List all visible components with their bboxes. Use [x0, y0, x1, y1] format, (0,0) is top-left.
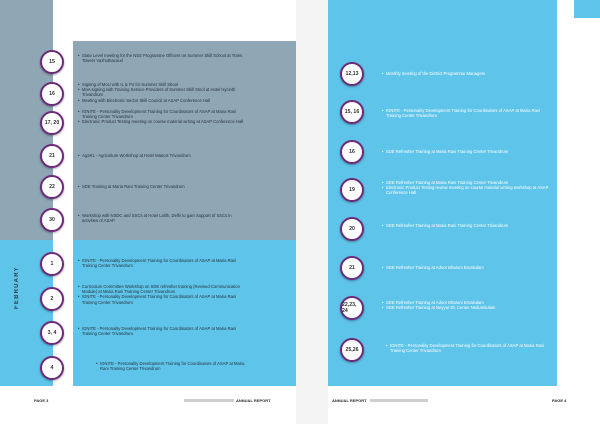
event-entry: [78, 258, 248, 268]
date-circle: 22,23, 24: [340, 296, 364, 320]
date-circle: 15: [40, 50, 64, 74]
event-item: • MoA signing with Training Service Providers of Summer Skill Stool at Hotel Hycinth Trivandrum: [78, 87, 248, 97]
date-circle: 1: [40, 252, 64, 276]
event-entry: [78, 326, 248, 336]
date-circle: 30: [40, 208, 64, 232]
event-item: • SDE Training at Maria Rani Training Center Trivandrum: [78, 184, 248, 189]
date-circle: 12,13: [340, 62, 364, 86]
report-label: ANNUAL REPORT: [236, 398, 271, 403]
page-gutter: [296, 0, 328, 424]
event-entry: [382, 108, 550, 118]
event-item: • SDE Refresher Training at Adoor Bharani Ernakulam: [382, 300, 550, 305]
event-item: • SDE Refresher Training at Neyyar Dt. Center Nedumkulam: [382, 305, 550, 310]
footer-bar: [370, 399, 428, 402]
right-page: [328, 0, 600, 424]
left-page: [0, 0, 296, 424]
date-circle: 22: [40, 175, 64, 199]
date-circle: 21: [340, 256, 364, 280]
event-entry: [78, 184, 248, 189]
date-circle: 20: [340, 217, 364, 241]
event-entry: [78, 153, 248, 158]
event-item: • SDE Refresher Training at Maria Rani Training Center Trivandrum: [382, 223, 532, 228]
event-item: • Signing of MoU with IL & FS for Summer Skill Sbool: [78, 82, 248, 87]
event-item: • SDE Refresher Training at Maria Rani Training Center Trivandrum: [382, 149, 550, 154]
date-circle: 15, 16: [340, 100, 364, 124]
event-item: • State Level meeting for the NSS Programme Officers on Summer Skill School at Trans Towers Vazhuthacaud: [78, 53, 248, 63]
event-item: • IGNITE - Personality Development Training for Coordinators of ASAP at Maria Rani Training Center Trivandrum: [386, 343, 550, 353]
event-entry: [78, 284, 248, 305]
event-item: • IGNITE - Personality Development Training for Coordinators of ASAP at Maria Rani Training Center Trivandrum: [78, 326, 248, 336]
event-entry: [382, 300, 550, 310]
event-item: • SDE Refresher Training at Maria Rani Training Center Trivandrum: [382, 180, 550, 185]
event-entry: [78, 82, 248, 103]
event-item: • Electronic Product Testing review meeting on course material writing workshop at ASAP Conference Hall: [382, 185, 550, 195]
event-item: • IGNITE - Personality Development Training for Coordinators of ASAP at Maria Rani Training Center Trivandrum: [78, 258, 248, 268]
date-circle: 19: [340, 178, 364, 202]
event-entry: [382, 223, 532, 228]
date-circle: 25,26: [340, 338, 364, 362]
event-item: • Monthly meeting of the District Programme Managers: [382, 71, 550, 76]
event-item: • SDE Refresher Training at Adoor Bharani Ernakulam: [382, 265, 550, 270]
event-entry: [382, 71, 550, 76]
event-item: • AgSKL - Agriculture Workshop at Hotel Mascot Trivandrum: [78, 153, 248, 158]
report-label: ANNUAL REPORT: [332, 398, 367, 403]
date-circle: 16: [340, 140, 364, 164]
blue-strip: [574, 0, 600, 18]
event-entry: [78, 53, 248, 63]
event-item: • IGNITE - Personality Development Training for Coordinators of ASAP at Maria Rani Training Center Trivandrum: [96, 361, 246, 371]
event-item: • Meeting with Electronic Sector Skill Council at ASAP Conference Hall: [78, 98, 248, 103]
event-entry: [96, 361, 246, 371]
footer-bar: [184, 399, 234, 402]
event-item: • Electronic Product Testing meeting on course material writing at ASAP Conference Hall: [78, 119, 248, 124]
date-circle: 17, 20: [40, 111, 64, 135]
event-item: • IGNITE - Personality Development Training for Coordinators of ASAP at Maria Rani Training Center Trivandrum: [382, 108, 550, 118]
date-circle: 3, 4: [40, 321, 64, 345]
event-item: • IGNITE - Personality Development Training for Coordinators of ASAP at Maria Rani Training Center Trivandrum: [78, 109, 248, 119]
event-entry: [382, 149, 550, 154]
event-entry: [382, 180, 550, 196]
event-entry: [386, 343, 550, 353]
page-number: PAGE 4: [552, 398, 567, 403]
event-entry: [382, 265, 550, 270]
event-entry: [78, 109, 248, 125]
event-item: • IGNITE - Personality Development Training for Coordinators of ASAP at Maria Rani Training Center Trivandrum: [78, 294, 248, 304]
date-circle: 4: [40, 356, 64, 380]
date-circle: 16: [40, 82, 64, 106]
date-circle: 21: [40, 144, 64, 168]
event-item: • Workshop with NSDC and SSCs at Hotel Lalith, Delhi to gain Support of SSCs in activities of ASAP: [78, 213, 248, 223]
page-number: PAGE 3: [34, 398, 49, 403]
event-item: • Curriculum Committee Workshop on SDE refresher training (Revised Communication Module) at Maria Rani Training Center Trivandrum: [78, 284, 248, 294]
grey-panel: [73, 41, 296, 240]
date-circle: 2: [40, 287, 64, 311]
month-label: FEBRUARY: [14, 266, 20, 310]
event-entry: [78, 213, 248, 223]
